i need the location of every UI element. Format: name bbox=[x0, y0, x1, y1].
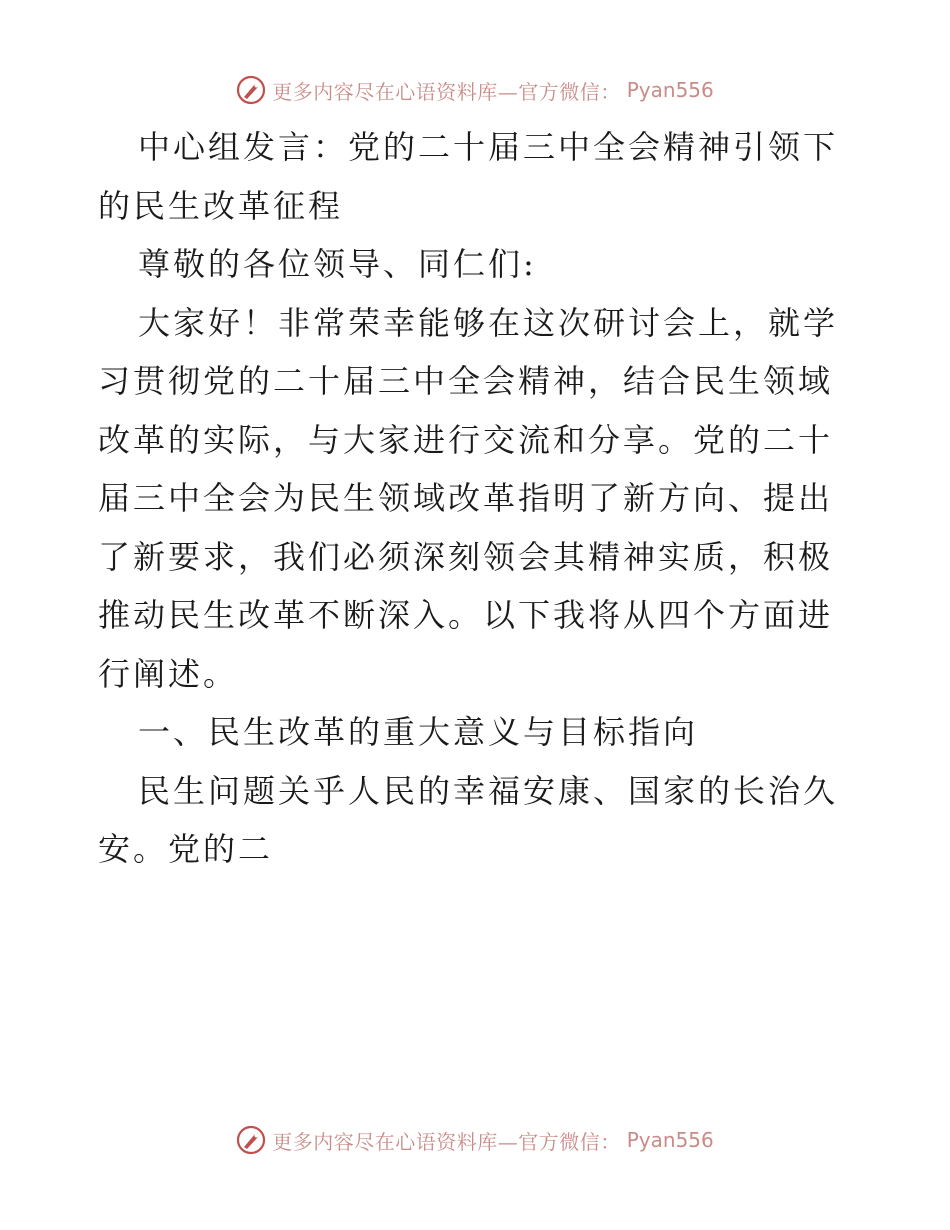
salutation: 尊敬的各位领导、同仁们: bbox=[138, 245, 537, 283]
document-body bbox=[98, 118, 858, 879]
footer-watermark bbox=[0, 1120, 950, 1160]
section-heading: 一、民生改革的重大意义与目标指向 bbox=[138, 713, 699, 751]
pen-nib-logo-icon bbox=[236, 1125, 266, 1155]
watermark-text: 更多内容尽在心语资料库—官方微信： bbox=[272, 79, 621, 104]
pen-nib-logo-icon bbox=[236, 75, 266, 105]
watermark-text: 更多内容尽在心语资料库—官方微信： bbox=[272, 1129, 621, 1154]
body-paragraph: 民生问题关乎人民的幸福安康、国家的长治久安。党的二 bbox=[98, 771, 839, 868]
watermark-wechat-id: Pyan556 bbox=[626, 78, 714, 102]
document-title: 中心组发言：党的二十届三中全会精神引领下的民生改革征程 bbox=[98, 128, 839, 225]
body-paragraph: 大家好！非常荣幸能够在这次研讨会上，就学习贯彻党的二十届三中全会精神，结合民生领域改革的实际，与大家进行交流和分享。党的二十届三中全会为民生领域改革指明了新方向、提出了新要求，我们必须深刻领会其精神实质，积极推动民生改革不断深入。以下我将从四个方面进行阐述。 bbox=[98, 303, 839, 693]
header-watermark bbox=[0, 70, 950, 110]
watermark-wechat-id: Pyan556 bbox=[626, 1128, 714, 1152]
